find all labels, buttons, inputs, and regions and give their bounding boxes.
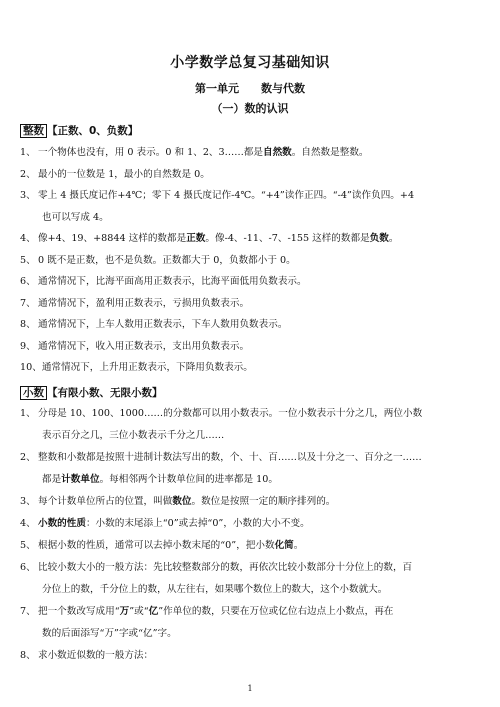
item-text: 整数和小数都是按照十进制计数法写出的数，个、十、百……以及十分之一、百分之一…… xyxy=(38,452,422,463)
list-item xyxy=(20,535,482,557)
item-number: 8、 xyxy=(20,319,36,330)
item-number: 5、 xyxy=(20,254,36,266)
item-number: 6、 xyxy=(20,276,36,287)
item-text: ”或“ xyxy=(129,606,149,617)
item-text: 数的后面添写“万”字或“亿”字。 xyxy=(42,628,177,639)
item-text: 。数位是按照一定的顺序排列的。 xyxy=(191,496,336,507)
item-number: 2、 xyxy=(20,452,36,463)
item-text: 通常情况下，上车人数用正数表示，下车人数用负数表示。 xyxy=(38,319,288,330)
item-number: 5、 xyxy=(20,540,36,551)
item-number: 4、 xyxy=(20,233,36,244)
list-item xyxy=(20,645,482,667)
item-text: 分母是 10、100、1000……的分数都可以用小数表示。一位小数表示十分之几，两位小数 xyxy=(38,408,423,419)
item-text: 像+4、19、+8844 这样的数都是 xyxy=(38,233,187,244)
list-item xyxy=(42,207,500,229)
list-item xyxy=(20,357,482,379)
item-text: 。像-4、-11、-7、-155 这样的数都是 xyxy=(205,233,370,244)
item-number: 8、 xyxy=(20,650,36,661)
section-box-label: 小数 xyxy=(20,386,47,400)
section-subtitle: 【正数、0、负数】 xyxy=(47,125,139,137)
item-text: ”作单位的数，只要在万位或亿位右边点上小数点，再在 xyxy=(158,606,394,617)
item-text: 根据小数的性质，通常可以去掉小数末尾的“0”，把小数 xyxy=(38,540,275,551)
item-bold-term: 正数 xyxy=(186,233,206,244)
list-item xyxy=(20,271,482,293)
list-item xyxy=(20,513,482,535)
list-item xyxy=(42,579,500,601)
item-text: 表示百分之几，三位小数表示千分之几…… xyxy=(42,430,225,441)
list-item xyxy=(20,447,482,469)
item-text: 通常情况下，收入用正数表示，支出用负数表示。 xyxy=(38,340,250,352)
item-bold-term: 数位 xyxy=(172,496,192,507)
item-number: 7、 xyxy=(20,297,36,309)
item-text: 也可以写成 4。 xyxy=(42,211,109,223)
item-text: 求小数近似数的一般方法： xyxy=(38,650,154,661)
chapter-heading: （一）数的认识 xyxy=(211,102,289,115)
list-item xyxy=(42,425,500,447)
document-title: 小学数学总复习基础知识 xyxy=(170,55,330,71)
list-item xyxy=(42,469,500,491)
item-number: 3、 xyxy=(20,496,36,507)
list-item xyxy=(20,491,482,513)
item-bold-term: 亿 xyxy=(148,606,159,617)
list-item xyxy=(42,623,500,645)
item-text: 一个物体也没有，用 0 表示。0 和 1、2、3……都是 xyxy=(38,147,263,158)
section-box-label: 整数 xyxy=(20,124,47,138)
list-item xyxy=(20,557,482,579)
section-subtitle: 【有限小数、无限小数】 xyxy=(47,387,163,399)
item-text: 0 既不是正数，也不是负数。正数都大于 0，负数都小于 0。 xyxy=(38,254,296,266)
item-bold-term: 万 xyxy=(119,606,130,617)
unit-name: 数与代数 xyxy=(261,82,305,95)
item-number: 4、 xyxy=(20,518,36,529)
item-number: 7、 xyxy=(20,606,36,617)
item-text: ：小数的末尾添上“0”或去掉“0”，小数的大小不变。 xyxy=(85,518,310,529)
item-text: 。每相邻两个计数单位间的进率都是 10。 xyxy=(99,474,278,485)
item-text: 每个计数单位所占的位置，叫做 xyxy=(38,496,173,507)
list-item xyxy=(20,403,482,425)
item-number: 10、 xyxy=(20,362,42,373)
item-text: 都是 xyxy=(42,474,62,485)
item-text: 把一个数改写成用“ xyxy=(38,606,120,617)
item-bold-term: 化简 xyxy=(274,540,294,551)
section-heading-integers xyxy=(20,123,138,138)
unit-label: 第一单元 xyxy=(195,82,239,95)
list-item xyxy=(20,336,482,358)
item-text: 。 xyxy=(293,540,304,551)
list-item xyxy=(20,601,482,623)
item-text: 。自然数是整数。 xyxy=(291,147,369,158)
unit-heading xyxy=(0,80,500,96)
item-text: 分位上的数，千分位上的数，从左往右，如果哪个数位上的数大，这个小数就大。 xyxy=(42,584,388,595)
item-number: 2、 xyxy=(20,168,36,180)
list-item xyxy=(20,293,482,315)
item-number: 9、 xyxy=(20,340,36,352)
list-item xyxy=(20,250,482,272)
item-number: 1、 xyxy=(20,408,36,419)
section-heading-decimals xyxy=(20,385,163,400)
item-number: 1、 xyxy=(20,147,36,158)
item-bold-term: 自然数 xyxy=(263,147,292,158)
item-number: 3、 xyxy=(20,190,36,201)
list-item xyxy=(20,164,482,186)
item-text: 最小的一位数是 1，最小的自然数是 0。 xyxy=(38,168,210,180)
item-text: 零上 4 摄氏度记作+4℃；零下 4 摄氏度记作-4℃。“+4”读作正四。“-4”读作负四。+4 xyxy=(38,190,415,201)
item-bold-term: 计数单位 xyxy=(61,474,100,485)
item-bold-term: 小数的性质 xyxy=(38,518,86,529)
page-number: 1 xyxy=(247,684,253,693)
item-bold-term: 负数 xyxy=(369,233,389,244)
item-text: 通常情况下，上升用正数表示，下降用负数表示。 xyxy=(41,362,253,373)
item-text: 比较小数大小的一般方法：先比较整数部分的数，再依次比较小数部分十分位上的数，百 xyxy=(38,562,413,573)
list-item xyxy=(20,185,482,207)
list-item xyxy=(20,228,482,250)
item-number: 6、 xyxy=(20,562,36,573)
list-item xyxy=(20,142,482,164)
list-item xyxy=(20,314,482,336)
item-text: 通常情况下，比海平面高用正数表示，比海平面低用负数表示。 xyxy=(38,276,307,287)
item-text: 通常情况下，盈利用正数表示，亏损用负数表示。 xyxy=(38,297,250,309)
item-text: 。 xyxy=(388,233,399,244)
